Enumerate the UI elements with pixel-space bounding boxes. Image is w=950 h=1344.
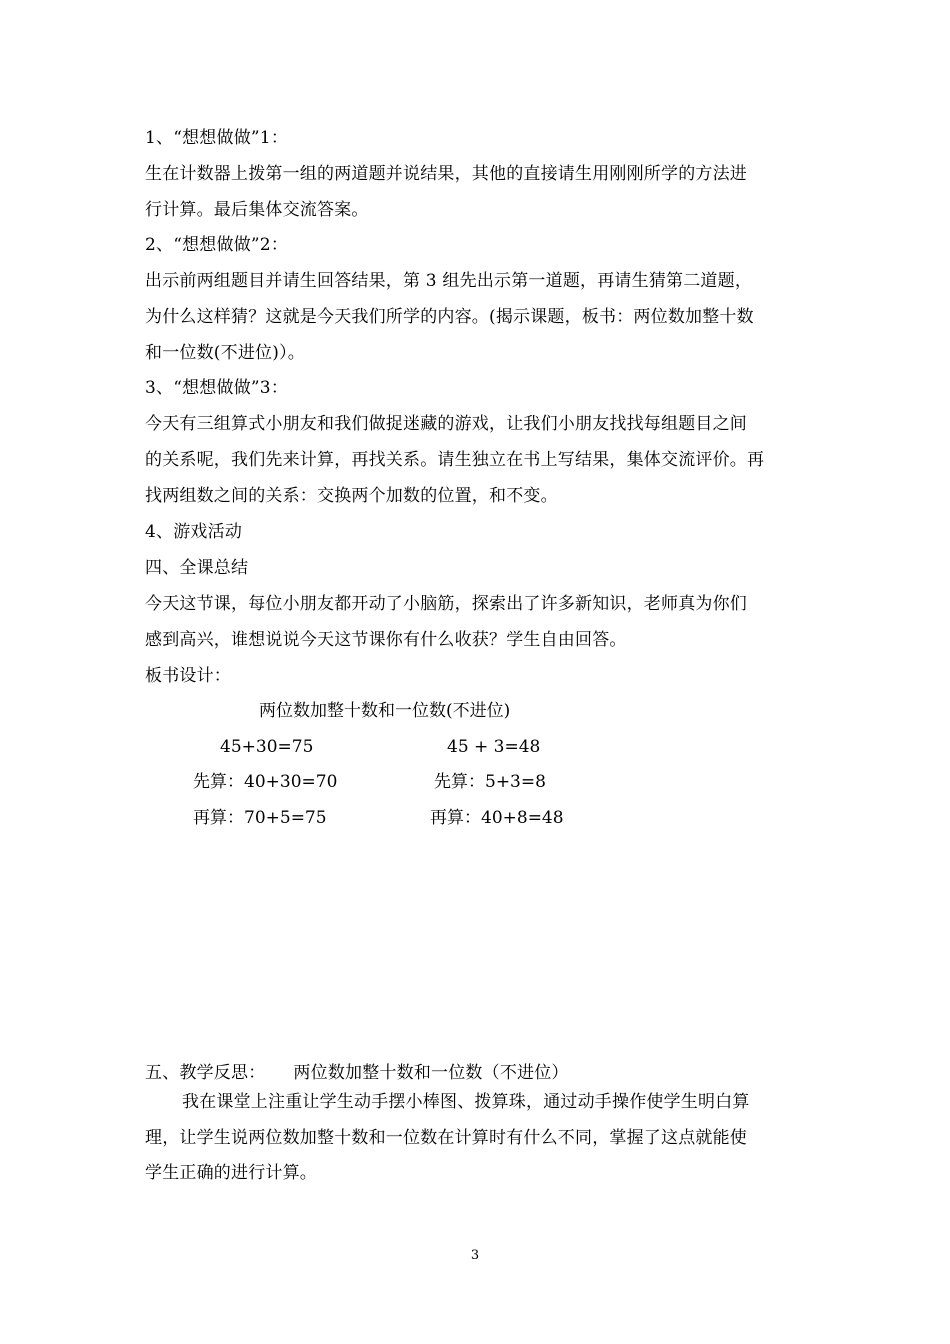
reflection-text-line1: 我在课堂上注重让学生动手摆小棒图、拨算珠，通过动手操作使学生明白算 [182,1092,750,1112]
board-title: 两位数加整十数和一位数(不进位) [259,701,511,721]
board-left-step2: 再算：70+5=75 [193,808,327,828]
summary-heading: 四、全课总结 [145,558,249,578]
item2-text-line1: 出示前两组题目并请生回答结果，第 3 组先出示第一道题，再请生猜第二道题， [145,271,753,291]
board-left-equation: 45+30=75 [220,737,314,757]
item1-heading: 1、“想想做做”1： [145,128,289,148]
item2-text-line2: 为什么这样猜？这就是今天我们所学的内容。(揭示课题，板书：两位数加整十数 [145,307,754,327]
item2-heading: 2、“想想做做”2： [145,235,289,255]
item1-text-line1: 生在计数器上拨第一组的两道题并说结果，其他的直接请生用刚刚所学的方法进 [145,164,747,184]
board-right-equation: 45 + 3=48 [447,737,541,757]
item3-text-line1: 今天有三组算式小朋友和我们做捉迷藏的游戏，让我们小朋友找找每组题目之间 [145,414,747,434]
item3-heading: 3、“想想做做”3： [145,378,289,398]
item1-text-line2: 行计算。最后集体交流答案。 [145,200,369,220]
board-left-step1: 先算：40+30=70 [193,772,338,792]
board-right-step1: 先算：5+3=8 [434,772,546,792]
reflection-text-line2: 理，让学生说两位数加整十数和一位数在计算时有什么不同，掌握了这点就能使 [145,1128,747,1148]
page-number: 3 [470,1248,480,1263]
summary-text-line1: 今天这节课，每位小朋友都开动了小脑筋，探索出了许多新知识，老师真为你们 [145,594,747,614]
board-design-label: 板书设计： [145,666,231,686]
reflection-heading: 五、教学反思： 两位数加整十数和一位数（不进位） [145,1063,569,1083]
item2-text-line3: 和一位数(不进位)）。 [145,343,305,363]
item3-text-line2: 的关系呢，我们先来计算，再找关系。请生独立在书上写结果，集体交流评价。再 [145,450,765,470]
reflection-text-line3: 学生正确的进行计算。 [145,1163,317,1183]
item4-heading: 4、游戏活动 [145,522,243,542]
item3-text-line3: 找两组数之间的关系：交换两个加数的位置，和不变。 [145,486,558,506]
board-right-step2: 再算：40+8=48 [430,808,564,828]
summary-text-line2: 感到高兴，谁想说说今天这节课你有什么收获？学生自由回答。 [145,630,627,650]
